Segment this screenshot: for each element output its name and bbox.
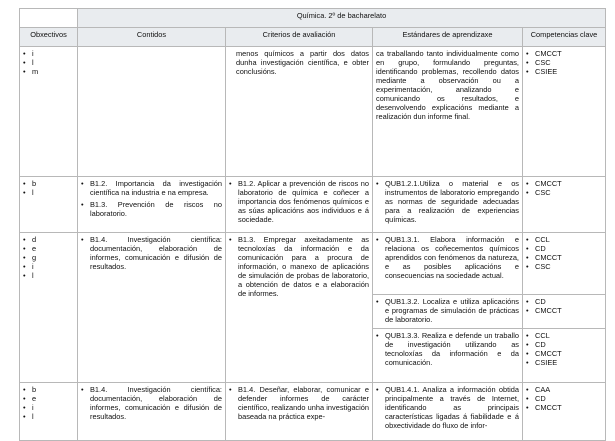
competences-cell bbox=[523, 329, 606, 383]
competences-cell bbox=[523, 295, 606, 329]
standard-item: • QUB1.4.1. Analiza a información obtida principalmente a través de Internet, identificando as principais características ligadas á fiabilidade e á obxectividade do fluxo de infor- bbox=[376, 385, 519, 430]
objective-item: • b bbox=[23, 385, 74, 394]
competence-item: • CMCCT bbox=[526, 403, 602, 412]
standard-cell bbox=[373, 295, 523, 329]
objective-item: • m bbox=[23, 67, 74, 76]
contents-cell bbox=[78, 233, 226, 383]
competence-item: • CSC bbox=[526, 188, 602, 197]
competences-list bbox=[526, 235, 602, 271]
standard-item: • QUB1.3.3. Realiza e defende un traballo de investigación utilizando as tecnoloxías da información e da comunicación. bbox=[376, 331, 519, 367]
competence-item: • CSIEE bbox=[526, 358, 602, 367]
header-criteria: Criterios de avaliación bbox=[226, 28, 373, 47]
standard-list bbox=[376, 235, 519, 280]
criterion-item: • B1.3. Empregar axeitadamente as tecnoloxías da información e da comunicación para a procura de información, o manexo de aplicacións de simulación de probas de laboratorio, a obtención de datos e a elaboración de informes. bbox=[229, 235, 369, 298]
criterion-item: • B1.2. Aplicar a prevención de riscos no laboratorio de química e coñecer a importancia dos fenómenos químicos e as súas aplicacións aos individuos e á sociedade. bbox=[229, 179, 369, 224]
competence-item: • CD bbox=[526, 297, 602, 306]
standard-item: • QUB1.3.1. Elabora información e relaciona os coñecementos químicos aprendidos con fenómenos da natureza, e as posibles aplicacións e consecuencias na sociedade actual. bbox=[376, 235, 519, 280]
header-standards: Estándares de aprendizaxe bbox=[373, 28, 523, 47]
content-item: • B1.4. Investigación científica: documentación, elaboración de informes, comunicación e difusión de resultados. bbox=[81, 385, 222, 421]
standard-list bbox=[376, 385, 519, 430]
objectives-list bbox=[23, 49, 74, 76]
criteria-cell bbox=[226, 177, 373, 233]
standard-cell bbox=[373, 177, 523, 233]
content-item: • B1.3. Prevención de riscos no laboratorio. bbox=[81, 200, 222, 218]
curriculum-table bbox=[19, 8, 606, 441]
objectives-list bbox=[23, 179, 74, 197]
header-competences: Competencias clave bbox=[523, 28, 606, 47]
corner-cell bbox=[20, 9, 78, 28]
criteria-cell: menos químicos a partir dos datos dunha investigación científica, e obter conclusións. bbox=[226, 47, 373, 177]
contents-cell bbox=[78, 47, 226, 177]
standard-cell bbox=[373, 383, 523, 441]
standard-cell: ca traballando tanto individualmente como en grupo, formulando preguntas, identificando problemas, recollendo datos mediante a observación ou a experimentación, analizando e comunicando os resultados, e desenvolvendo explicacións mediante a realización dun informe final. bbox=[373, 47, 523, 177]
competence-item: • CD bbox=[526, 244, 602, 253]
standard-cell bbox=[373, 233, 523, 295]
curriculum-page bbox=[19, 8, 606, 441]
competences-cell bbox=[523, 383, 606, 441]
criteria-list bbox=[229, 179, 369, 224]
competence-item: • CSC bbox=[526, 262, 602, 271]
content-item: • B1.4. Investigación científica: documentación, elaboración de informes, comunicación e difusión de resultados. bbox=[81, 235, 222, 271]
standard-list bbox=[376, 297, 519, 324]
criteria-cell bbox=[226, 383, 373, 441]
header-row bbox=[20, 28, 606, 47]
objectives-cell bbox=[20, 47, 78, 177]
competence-item: • CMCCT bbox=[526, 349, 602, 358]
objective-item: • i bbox=[23, 403, 74, 412]
contents-list bbox=[81, 385, 222, 421]
competences-list bbox=[526, 179, 602, 197]
competences-cell bbox=[523, 47, 606, 177]
objective-item: • l bbox=[23, 58, 74, 67]
objective-item: • b bbox=[23, 179, 74, 188]
table-row bbox=[20, 177, 606, 233]
standard-list bbox=[376, 179, 519, 224]
standard-list bbox=[376, 331, 519, 367]
table-row bbox=[20, 233, 606, 295]
competences-cell bbox=[523, 233, 606, 295]
standard-cell bbox=[373, 329, 523, 383]
table-title: Química. 2º de bacharelato bbox=[78, 9, 606, 28]
title-row bbox=[20, 9, 606, 28]
competence-item: • CSC bbox=[526, 58, 602, 67]
standard-item: • QUB1.3.2. Localiza e utiliza aplicacións e programas de simulación de prácticas de laboratorio. bbox=[376, 297, 519, 324]
criterion-item: • B1.4. Deseñar, elaborar, comunicar e defender informes de carácter científico, realizando unha investigación baseada na práctica expe- bbox=[229, 385, 369, 421]
criteria-cell bbox=[226, 233, 373, 383]
contents-cell bbox=[78, 383, 226, 441]
competences-list bbox=[526, 385, 602, 412]
header-contents: Contidos bbox=[78, 28, 226, 47]
standard-item: • QUB1.2.1.Utiliza o material e os instrumentos de laboratorio empregando as normas de seguridade adecuadas para a realización de experiencias químicas. bbox=[376, 179, 519, 224]
competence-item: • CD bbox=[526, 340, 602, 349]
objective-item: • d bbox=[23, 235, 74, 244]
table-row bbox=[20, 383, 606, 441]
objective-item: • i bbox=[23, 49, 74, 58]
objective-item: • l bbox=[23, 271, 74, 280]
header-objectives: Obxectivos bbox=[20, 28, 78, 47]
table-row bbox=[20, 47, 606, 177]
competence-item: • CCL bbox=[526, 331, 602, 340]
competences-list bbox=[526, 297, 602, 315]
contents-list bbox=[81, 235, 222, 271]
criteria-list bbox=[229, 385, 369, 421]
contents-cell bbox=[78, 177, 226, 233]
objectives-cell bbox=[20, 383, 78, 441]
objectives-list bbox=[23, 385, 74, 421]
competence-item: • CD bbox=[526, 394, 602, 403]
objectives-list bbox=[23, 235, 74, 280]
competence-item: • CMCCT bbox=[526, 49, 602, 58]
content-item: • B1.2. Importancia da investigación científica na industria e na empresa. bbox=[81, 179, 222, 197]
competences-cell bbox=[523, 177, 606, 233]
competences-list bbox=[526, 49, 602, 76]
objective-item: • e bbox=[23, 394, 74, 403]
competence-item: • CCL bbox=[526, 235, 602, 244]
competence-item: • CMCCT bbox=[526, 306, 602, 315]
objective-item: • i bbox=[23, 262, 74, 271]
objectives-cell bbox=[20, 233, 78, 383]
competences-list bbox=[526, 331, 602, 367]
criteria-list bbox=[229, 235, 369, 298]
contents-list bbox=[81, 179, 222, 218]
competence-item: • CMCCT bbox=[526, 253, 602, 262]
objectives-cell bbox=[20, 177, 78, 233]
competence-item: • CMCCT bbox=[526, 179, 602, 188]
objective-item: • e bbox=[23, 244, 74, 253]
objective-item: • l bbox=[23, 412, 74, 421]
competence-item: • CSIEE bbox=[526, 67, 602, 76]
competence-item: • CAA bbox=[526, 385, 602, 394]
objective-item: • l bbox=[23, 188, 74, 197]
objective-item: • g bbox=[23, 253, 74, 262]
